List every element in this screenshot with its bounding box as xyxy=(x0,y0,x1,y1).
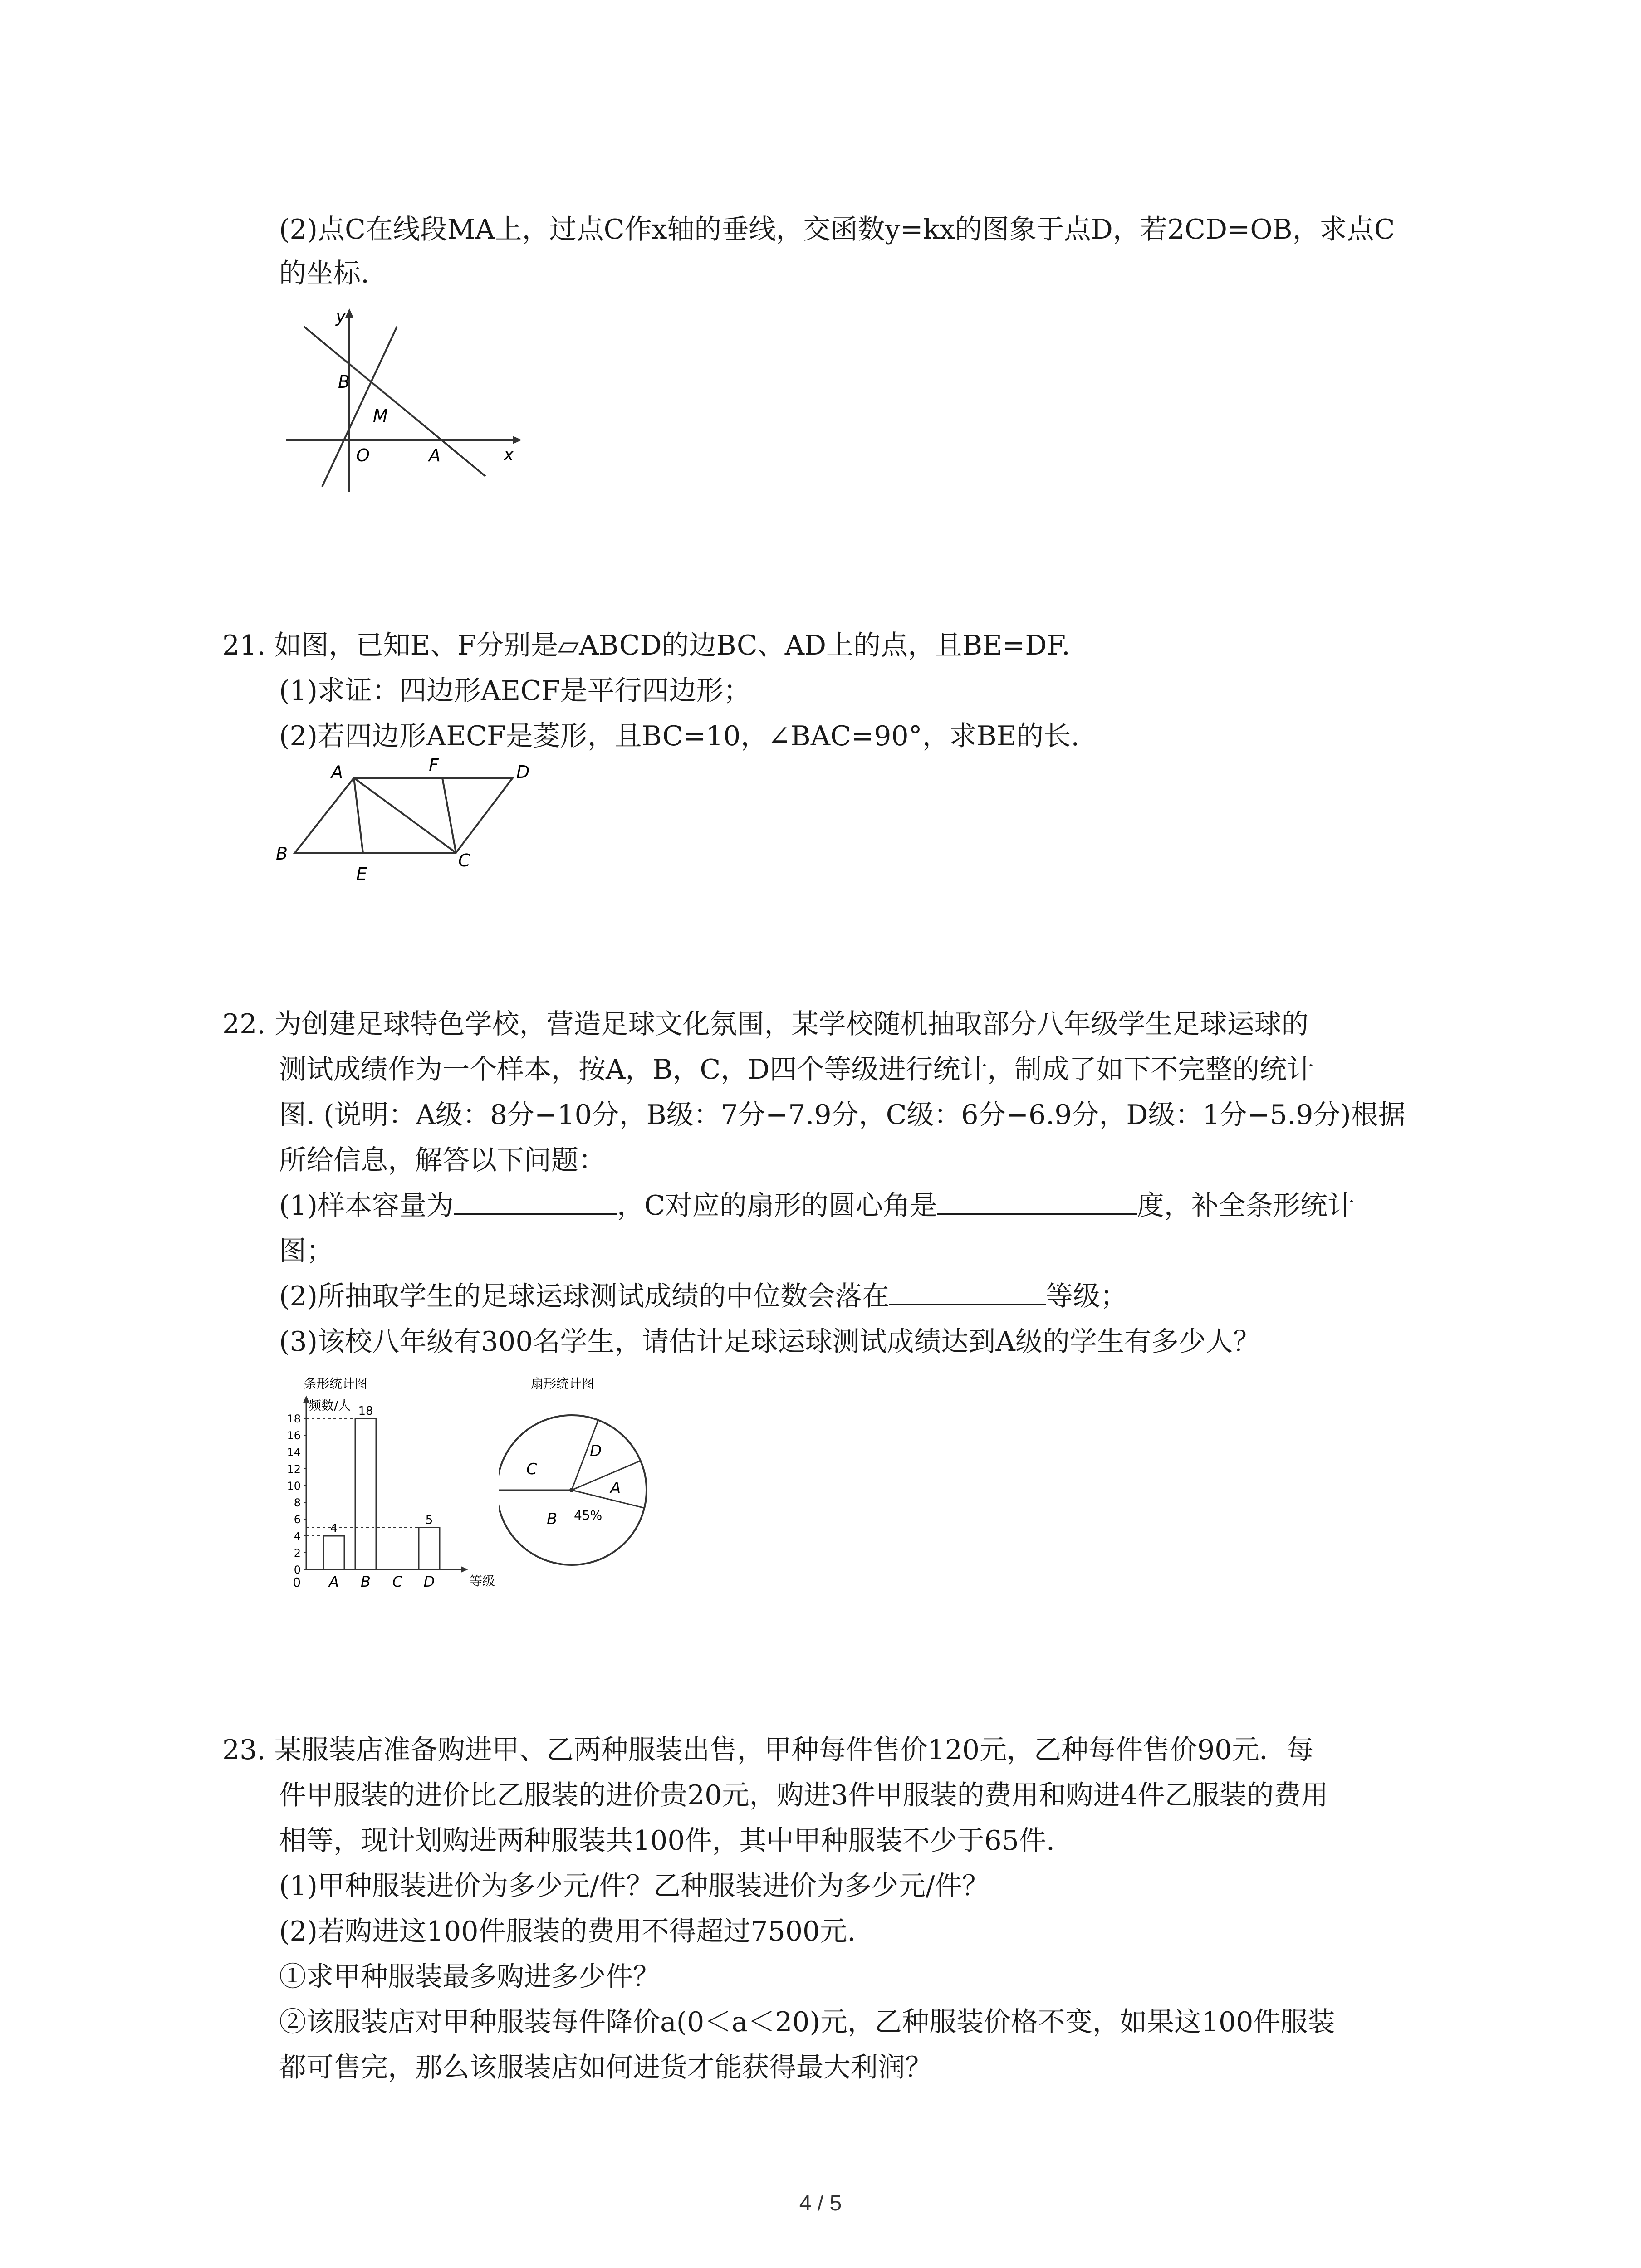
label-f: F xyxy=(429,758,439,775)
q20-part2-line1: (2)点C在线段MA上，过点C作x轴的垂线，交函数y=kx的图象于点D，若2CD=OB，求点C xyxy=(279,214,1395,245)
q22-part2-text-b: 等级； xyxy=(1046,1281,1127,1312)
q21-stem: 21. 如图，已知E、F分别是▱ABCD的边BC、AD上的点，且BE=DF. xyxy=(222,630,1070,661)
q21-part2: (2)若四边形AECF是菱形，且BC=10，∠BAC=90°，求BE的长. xyxy=(279,720,1080,752)
q23-line2: 件甲服装的进价比乙服装的进价贵20元，购进3件甲服装的费用和购进4件乙服装的费用 xyxy=(279,1779,1328,1811)
q22-line1: 22. 为创建足球特色学校，营造足球文化氛围，某学校随机抽取部分八年级学生足球运球的 xyxy=(222,1008,1309,1040)
q21-part1: (1)求证：四边形AECF是平行四边形； xyxy=(279,675,751,707)
bar-chart xyxy=(272,1374,526,1601)
bar-y-tick-label: 18 xyxy=(287,1413,301,1425)
answer-blank-sample-size[interactable] xyxy=(454,1188,617,1215)
answer-blank-median-grade[interactable] xyxy=(889,1278,1046,1305)
label-b: B xyxy=(276,844,288,864)
bar-x-tick-label-A: A xyxy=(329,1573,339,1590)
bar-x-tick-label-B: B xyxy=(361,1573,371,1590)
answer-blank-central-angle[interactable] xyxy=(937,1188,1137,1215)
bar-x-axis-arrow-icon xyxy=(461,1566,468,1573)
bar-y-tick-label: 0 xyxy=(294,1564,301,1576)
q23-part2-ii: ②该服装店对甲种服装每件降价a(0＜a＜20)元，乙种服装价格不变，如果这100件服装 xyxy=(279,2006,1335,2038)
segment-ae xyxy=(354,778,363,853)
bar-x-tick-label-C: C xyxy=(392,1573,403,1590)
q22-line4: 所给信息，解答以下问题： xyxy=(279,1144,606,1176)
pie-divider-B xyxy=(572,1490,644,1508)
bar-value-label-A: 4 xyxy=(330,1522,338,1535)
q23-line1: 23. 某服装店准备购进甲、乙两种服装出售，甲种每件售价120元，乙种每件售价90元．每 xyxy=(222,1734,1314,1766)
bar-origin-label: 0 xyxy=(293,1575,301,1590)
q22-line2: 测试成绩作为一个样本，按A，B，C，D四个等级进行统计，制成了如下不完整的统计 xyxy=(279,1054,1314,1085)
label-a: A xyxy=(429,445,441,465)
pie-divider-A xyxy=(572,1461,641,1490)
q22-part2 xyxy=(279,1278,1127,1315)
pie-label-a: A xyxy=(610,1479,621,1497)
q22-part1 xyxy=(279,1188,1355,1224)
pie-center-dot xyxy=(569,1488,574,1492)
pie-chart xyxy=(499,1374,671,1601)
pie-label-b: B xyxy=(547,1510,558,1528)
pie-chart-title: 扇形统计图 xyxy=(531,1376,595,1391)
label-y: y xyxy=(336,306,346,326)
label-o: O xyxy=(356,445,370,465)
q20-part2-line2: 的坐标. xyxy=(279,258,370,289)
page-number: 4 / 5 xyxy=(799,2191,842,2215)
bar-y-tick-label: 4 xyxy=(294,1530,301,1543)
label-m: M xyxy=(373,406,388,426)
q23-part1: (1)甲种服装进价为多少元/件？乙种服装进价为多少元/件？ xyxy=(279,1870,989,1902)
q22-line3: 图. (说明：A级：8分−10分，B级：7分−7.9分，C级：6分−6.9分，D级：1分−5.9分)根据 xyxy=(279,1099,1406,1131)
q23-part2: (2)若购进这100件服装的费用不得超过7500元. xyxy=(279,1916,856,1947)
q20-coordinate-figure xyxy=(268,302,531,497)
bar-D xyxy=(419,1528,440,1570)
q23-line3: 相等，现计划购进两种服装共100件，其中甲种服装不少于65件. xyxy=(279,1825,1055,1857)
label-d: D xyxy=(516,762,530,782)
label-c: C xyxy=(458,850,470,870)
q22-part1-cont: 图； xyxy=(279,1235,333,1267)
bar-y-tick-label: 6 xyxy=(294,1513,301,1526)
bar-value-label-B: 18 xyxy=(358,1404,373,1418)
bar-y-tick-label: 12 xyxy=(287,1463,301,1476)
pie-label-pct: 45% xyxy=(574,1508,603,1523)
bar-chart-xlabel: 等级 xyxy=(470,1574,495,1589)
segment-ac xyxy=(354,778,456,853)
q23-part2-ii-cont: 都可售完，那么该服装店如何进货才能获得最大利润？ xyxy=(279,2052,932,2083)
label-x: x xyxy=(504,445,514,464)
q22-part2-text-a: (2)所抽取学生的足球运球测试成绩的中位数会落在 xyxy=(279,1281,889,1312)
bar-x-tick-label-D: D xyxy=(423,1573,435,1590)
bar-y-tick-label: 16 xyxy=(287,1429,301,1442)
q21-parallelogram-figure xyxy=(268,758,549,894)
label-a: A xyxy=(331,762,343,782)
q22-part3: (3)该校八年级有300名学生，请估计足球运球测试成绩达到A级的学生有多少人？ xyxy=(279,1326,1260,1358)
x-axis-arrow-icon xyxy=(513,436,522,444)
q22-part1-text-a: (1)样本容量为 xyxy=(279,1190,454,1222)
label-e: E xyxy=(356,864,367,884)
bar-y-tick-label: 10 xyxy=(287,1480,301,1492)
pie-label-d: D xyxy=(590,1442,602,1460)
y-axis-arrow-icon xyxy=(345,308,353,318)
bar-chart-title: 条形统计图 xyxy=(304,1376,368,1391)
label-b: B xyxy=(338,372,350,392)
bar-chart-ylabel: 频数/人 xyxy=(309,1398,351,1413)
pie-label-c: C xyxy=(526,1460,537,1478)
line-ab xyxy=(304,327,485,476)
bar-y-tick-label: 2 xyxy=(294,1547,301,1559)
bar-value-label-D: 5 xyxy=(425,1513,433,1527)
q22-part1-text-c: 度，补全条形统计 xyxy=(1136,1190,1355,1222)
bar-y-tick-label: 14 xyxy=(287,1446,301,1459)
segment-fc xyxy=(442,778,456,853)
bar-A xyxy=(323,1536,344,1569)
q23-part2-i: ①求甲种服装最多购进多少件？ xyxy=(279,1961,660,1993)
bar-B xyxy=(355,1418,376,1569)
bar-y-tick-label: 8 xyxy=(294,1496,301,1509)
q22-part1-text-b: ，C对应的扇形的圆心角是 xyxy=(617,1190,937,1222)
